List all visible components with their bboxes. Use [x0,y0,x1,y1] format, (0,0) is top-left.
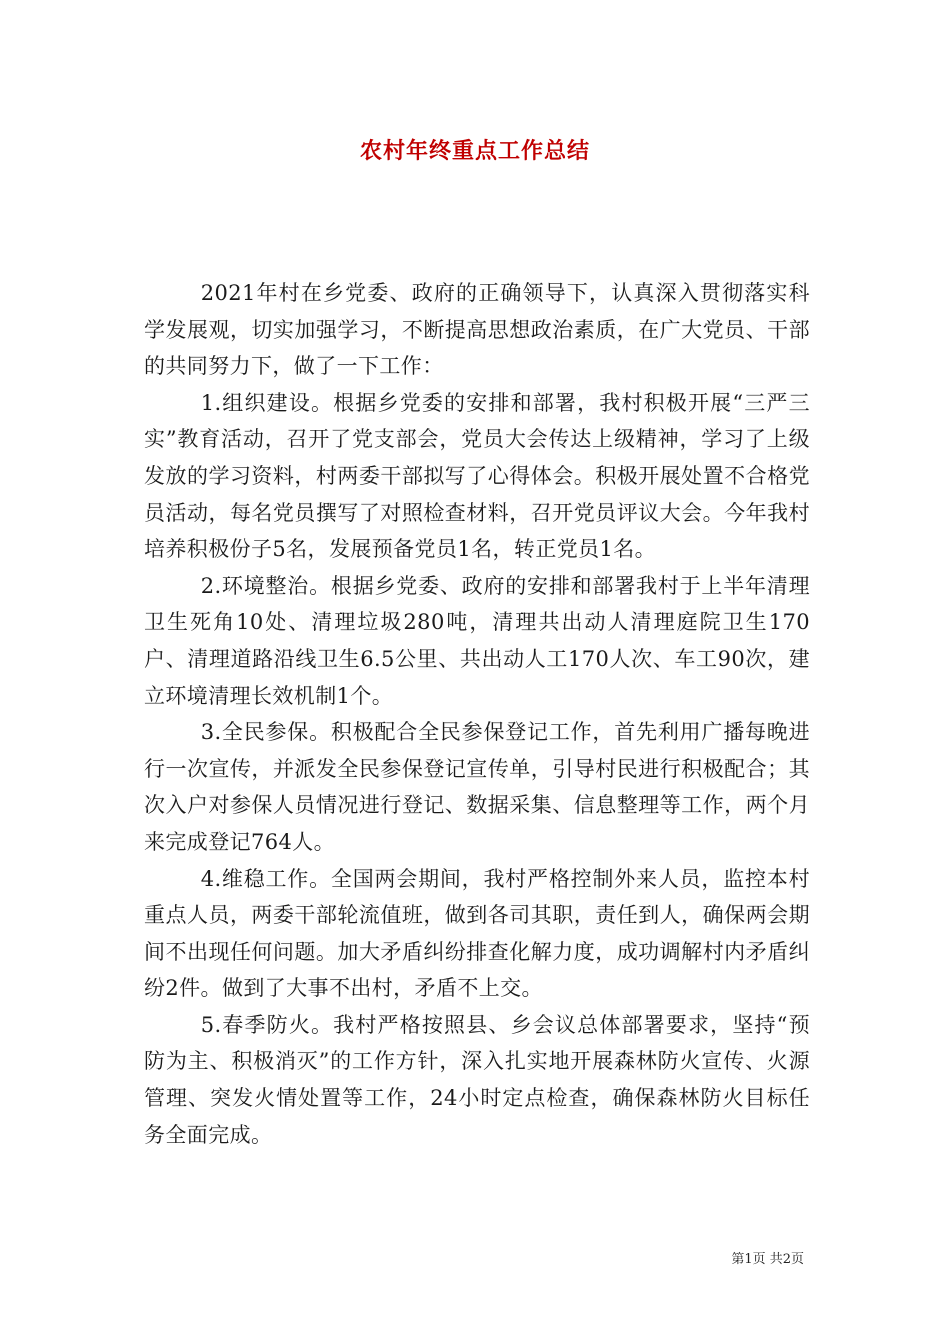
paragraph-intro: 2021年村在乡党委、政府的正确领导下，认真深入贯彻落实科学发展观，切实加强学习，不断提高思想政治素质，在广大党员、干部的共同努力下，做了一下工作： [144,281,810,379]
paragraph-stability: 4.维稳工作。全国两会期间，我村严格控制外来人员，监控本村重点人员，两委干部轮流值班，做到各司其职，责任到人，确保两会期间不出现任何问题。加大矛盾纠纷排查化解力度，成功调解村内矛盾纠纷2件。做到了大事不出村，矛盾不上交。 [144,866,810,1001]
page-number-footer: 第1页 共2页 [731,1252,804,1267]
document-body [144,275,810,1153]
paragraph-insurance: 3.全民参保。积极配合全民参保登记工作，首先利用广播每晚进行一次宣传，并派发全民参保登记宣传单，引导村民进行积极配合；其次入户对参保人员情况进行登记、数据采集、信息整理等工作，两个月来完成登记764人。 [144,720,810,854]
document-title: 农村年终重点工作总结 [359,138,590,164]
paragraph-fire-prevention: 5.春季防火。我村严格按照县、乡会议总体部署要求，坚持“预防为主、积极消灭”的工作方针，深入扎实地开展森林防火宣传、火源管理、突发火情处置等工作，24小时定点检查，确保森林防火目标任务全面完成。 [144,1012,810,1147]
paragraph-organization: 1.组织建设。根据乡党委的安排和部署，我村积极开展“三严三实”教育活动，召开了党支部会，党员大会传达上级精神，学习了上级发放的学习资料，村两委干部拟写了心得体会。积极开展处置不合格党员活动，每名党员撰写了对照检查材料，召开党员评议大会。今年我村培养积极份子5名，发展预备党员1名，转正党员1名。 [144,390,810,562]
paragraph-environment: 2.环境整治。根据乡党委、政府的安排和部署我村于上半年清理卫生死角10处、清理垃圾280吨，清理共出动人清理庭院卫生170户、清理道路沿线卫生6.5公里、共出动人工170人次、车工90次，建立环境清理长效机制1个。 [144,573,810,708]
